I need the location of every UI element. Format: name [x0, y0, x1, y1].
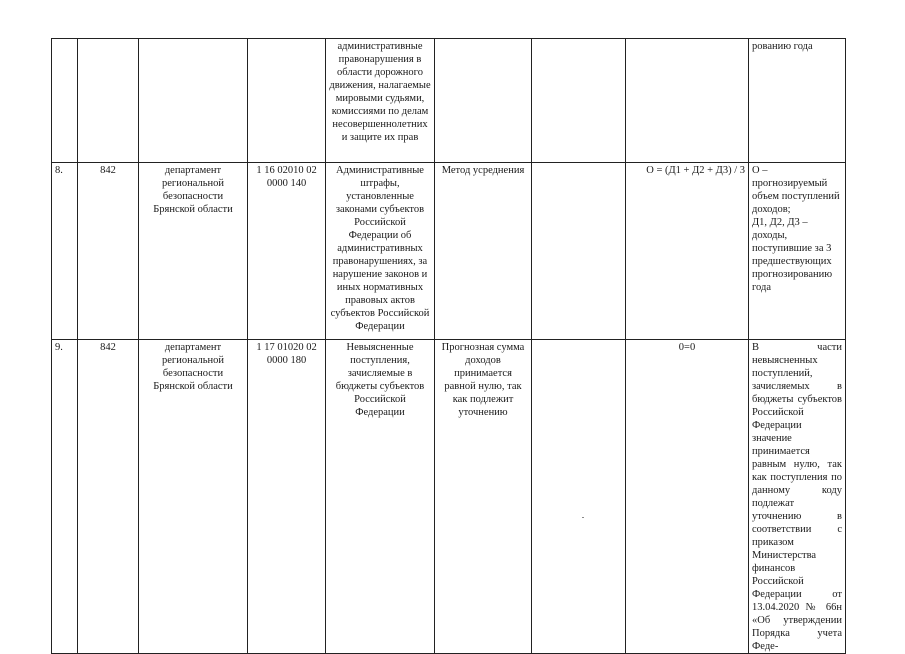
- formula: О = (Д1 + Д2 + Д3) / 3: [626, 163, 749, 340]
- admin-code: [78, 39, 139, 163]
- note: О – прогнозируемый объем поступлений доходов; Д1, Д2, Д3 – доходы, поступившие за 3 предшествующих прогнозированию года: [749, 163, 846, 340]
- table-row: [52, 39, 846, 163]
- revenue-name: Административные штрафы, установленные законами субъектов Российской Федерации об административных правонарушениях, за нарушение законов и иных нормативных правовых актов субъектов Российской Федерации: [326, 163, 435, 340]
- admin-code: 842: [78, 163, 139, 340]
- row-number: 8.: [52, 163, 78, 340]
- kbk-code: 1 16 02010 02 0000 140: [248, 163, 326, 340]
- administrator-name: [139, 39, 248, 163]
- revenue-name: административные правонарушения в области дорожного движения, налагаемые мировыми судьями, комиссиями по делам несовершеннолетних и защите их прав: [326, 39, 435, 163]
- empty-cell: [532, 340, 626, 654]
- table-row: [52, 163, 846, 340]
- formula: [626, 39, 749, 163]
- administrator-name: департамент региональной безопасности Брянской области: [139, 340, 248, 654]
- revenue-forecast-table: [51, 38, 846, 654]
- kbk-code: 1 17 01020 02 0000 180: [248, 340, 326, 654]
- empty-cell: [532, 163, 626, 340]
- admin-code: 842: [78, 340, 139, 654]
- calc-method: [435, 39, 532, 163]
- kbk-code: [248, 39, 326, 163]
- scan-speck: [582, 517, 584, 518]
- note: рованию года: [749, 39, 846, 163]
- calc-method: Метод усреднения: [435, 163, 532, 340]
- administrator-name: департамент региональной безопасности Брянской области: [139, 163, 248, 340]
- row-number: 9.: [52, 340, 78, 654]
- note: В части невыясненных поступлений, зачисляемых в бюджеты субъектов Российской Федерации значение принимается равным нулю, так как поступления по данному коду подлежат уточнению в соответствии с приказом Министерства финансов Российской Федерации от 13.04.2020 № 66н «Об утверждении Порядка учета Феде-: [749, 340, 846, 654]
- formula: 0=0: [626, 340, 749, 654]
- row-number: [52, 39, 78, 163]
- empty-cell: [532, 39, 626, 163]
- calc-method: Прогнозная сумма доходов принимается равной нулю, так как подлежит уточнению: [435, 340, 532, 654]
- table-row: [52, 340, 846, 654]
- revenue-name: Невыясненные поступления, зачисляемые в бюджеты субъектов Российской Федерации: [326, 340, 435, 654]
